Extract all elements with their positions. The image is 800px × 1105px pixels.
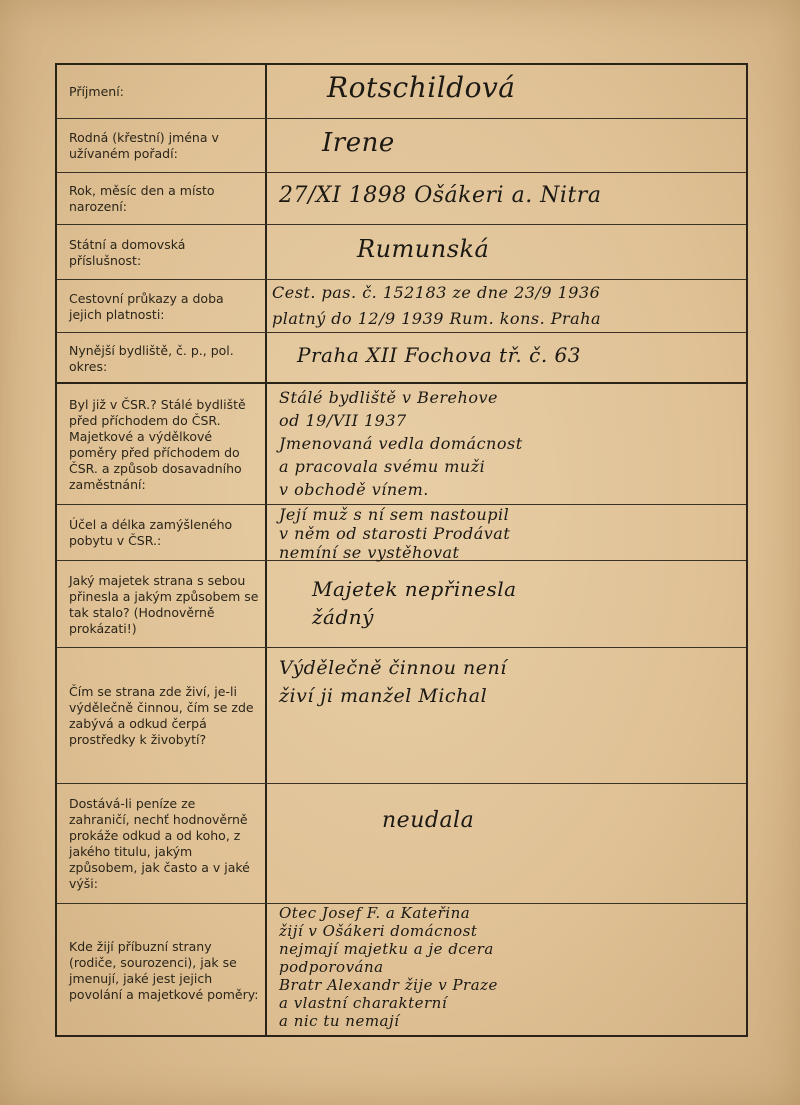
- registration-form: [55, 63, 748, 1037]
- form-row-birth: [57, 173, 746, 225]
- handwritten-value: neudala: [382, 808, 475, 833]
- row-label: Účel a délka zamýšleného pobytu v ČSR.:: [69, 517, 233, 548]
- row-label: Čím se strana zde živí, je-li výdělečně činnou, čím se zde zabývá a odkud čerpá prostředky k živobytí?: [69, 684, 254, 747]
- handwritten-value: Cest. pas. č. 152183 ze dne 23/9 1936 platný do 12/9 1939 Rum. kons. Praha: [272, 283, 602, 328]
- row-label: Příjmení:: [69, 84, 124, 99]
- handwritten-value: Výdělečně činnou není živí ji manžel Michal: [279, 657, 507, 707]
- handwritten-value: Její muž s ní sem nastoupil v něm od starosti Prodávat nemíní se vystěhovat: [279, 505, 511, 562]
- handwritten-value: Rumunská: [357, 235, 490, 263]
- form-row-citizenship: [57, 225, 746, 280]
- row-label: Rodná (křestní) jména v užívaném pořadí:: [69, 130, 219, 161]
- handwritten-value: Stálé bydliště v Berehove od 19/VII 1937 Jmenovaná vedla domácnost a pracovala svému muži v obchodě vínem.: [279, 388, 523, 499]
- row-label: Státní a domovská příslušnost:: [69, 236, 186, 268]
- form-row-livelihood: [57, 648, 746, 784]
- form-row-given-names: [57, 119, 746, 173]
- handwritten-value: Rotschildová: [327, 71, 516, 104]
- form-row-previous-stay: [57, 384, 746, 505]
- form-row-passport: [57, 280, 746, 333]
- handwritten-value: Irene: [322, 128, 395, 158]
- handwritten-value: Praha XII Fochova tř. č. 63: [297, 343, 582, 367]
- form-row-property: [57, 561, 746, 648]
- form-row-foreign-money: [57, 784, 746, 904]
- row-label: Dostává-li peníze ze zahraničí, nechť hodnověrně prokáže odkud a od koho, z jakého titulu, jakým způsobem, jak často a v jaké výši:: [69, 796, 250, 891]
- form-row-relatives: [57, 904, 746, 1037]
- form-row-surname: [57, 65, 746, 119]
- row-label: Byl již v ČSR.? Stálé bydliště před příchodem do ČSR. Majetkové a výdělkové poměry před příchodem do ČSR. a způsob dosavadního zaměstnání:: [69, 396, 246, 492]
- row-label: Rok, měsíc den a místo narození:: [69, 183, 215, 214]
- row-label: Kde žijí příbuzní strany (rodiče, sourozenci), jak se jmenují, jaké jest jejich povolání a majetkové poměry:: [69, 938, 259, 1002]
- handwritten-value: Majetek nepřinesla žádný: [312, 577, 517, 629]
- form-row-purpose: [57, 505, 746, 561]
- handwritten-value: Otec Josef F. a Kateřina žijí v Ošákeri domácnost nejmají majetku a je dcera podporována Bratr Alexandr žije v Praze a vlastní charakterní a nic tu nemají: [279, 904, 498, 1030]
- form-row-residence: [57, 333, 746, 384]
- handwritten-value: 27/XI 1898 Ošákeri a. Nitra: [279, 183, 602, 208]
- row-label: Nynější bydliště, č. p., pol. okres:: [69, 342, 234, 374]
- row-label: Cestovní průkazy a doba jejich platnosti:: [69, 290, 224, 322]
- row-label: Jaký majetek strana s sebou přinesla a jakým způsobem se tak stalo? (Hodnověrně prokázati!): [69, 572, 259, 636]
